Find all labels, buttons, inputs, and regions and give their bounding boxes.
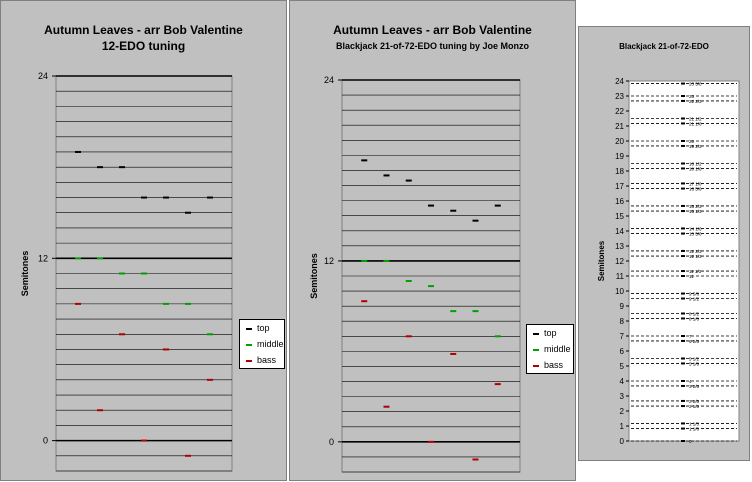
y-tick-label: 7: [619, 332, 624, 341]
pitch-label: 4: [689, 379, 692, 384]
pitch-label: 15 1/3: [689, 209, 702, 215]
legend-label: bass: [544, 360, 564, 370]
chart-legend: [526, 324, 574, 374]
pitch-label: 22 2/3: [689, 98, 702, 104]
y-tick-label: 5: [619, 362, 624, 371]
pitch-label: 11 1/3: [689, 269, 702, 275]
y-tick-label: 0: [619, 437, 624, 446]
y-tick-label: 12: [323, 255, 334, 266]
y-tick-label: 14: [615, 227, 624, 236]
y-tick-label: 20: [615, 137, 624, 146]
pitch-label: 12 2/3: [689, 248, 702, 254]
y-tick-label: 19: [615, 152, 624, 161]
legend-label: top: [257, 323, 270, 333]
pitch-label: 8 1/2: [689, 311, 700, 317]
pitch-label: 12 1/3: [689, 254, 702, 260]
pitch-label: 18 1/6: [689, 166, 702, 172]
legend-swatch-middle: [246, 344, 252, 346]
y-tick-label: 0: [328, 436, 334, 447]
y-tick-label: 1: [619, 422, 624, 431]
y-tick-label: 24: [323, 75, 334, 85]
pitch-label: 16 5/6: [689, 186, 702, 192]
pitch-label: 21 1/2: [689, 116, 702, 122]
y-tick-label: 12: [615, 257, 624, 266]
chart-subtitle: 12-EDO tuning: [101, 39, 186, 53]
legend-entry-middle: [246, 339, 284, 350]
pitch-label: 6 2/3: [689, 338, 700, 344]
pitch-label: 19 2/3: [689, 143, 702, 149]
y-tick-label: 22: [615, 107, 624, 116]
y-tick-label: 11: [615, 272, 624, 281]
y-tick-label: 0: [42, 435, 48, 446]
y-tick-label: 8: [619, 317, 624, 326]
y-axis-label: Semitones: [309, 253, 319, 299]
pitch-label: 5 1/2: [689, 356, 700, 362]
legend-label: middle: [257, 339, 284, 349]
chart-plot-scale: [579, 27, 751, 462]
y-tick-label: 18: [615, 167, 624, 176]
pitch-label: 15 2/3: [689, 203, 702, 209]
y-tick-label: 6: [619, 347, 624, 356]
legend-entry-top: [533, 328, 557, 339]
chart-panel-12edo: [0, 0, 287, 481]
legend-label: top: [544, 328, 557, 338]
pitch-label: 5 1/6: [689, 361, 700, 367]
chart-plot-blackjack: [290, 1, 577, 482]
legend-swatch-middle: [533, 349, 539, 351]
y-tick-label: 3: [619, 392, 624, 401]
pitch-label: 17 1/6: [689, 181, 702, 187]
y-tick-label: 21: [615, 122, 624, 131]
y-tick-label: 9: [619, 302, 624, 311]
y-tick-label: 13: [615, 242, 624, 251]
pitch-label: 13 5/6: [689, 231, 702, 237]
pitch-label: 9 1/2: [689, 296, 700, 302]
pitch-label: 8 1/6: [689, 316, 700, 322]
pitch-label: 1 1/3: [689, 421, 700, 427]
y-tick-label: 2: [619, 407, 624, 416]
legend-swatch-top: [246, 328, 252, 330]
chart-title: Autumn Leaves - arr Bob Valentine: [333, 23, 532, 37]
y-tick-label: 23: [615, 92, 624, 101]
y-tick-label: 17: [615, 182, 624, 191]
chart-panel-scale: [578, 26, 750, 461]
legend-entry-top: [246, 323, 270, 334]
chart-plot-12edo: [1, 1, 288, 482]
pitch-label: 1 1/6: [689, 426, 700, 432]
y-tick-label: 24: [37, 71, 48, 81]
pitch-label: 21 1/6: [689, 121, 702, 127]
y-tick-label: 12: [37, 253, 48, 264]
legend-label: bass: [257, 355, 277, 365]
pitch-label: 2 1/3: [689, 404, 700, 410]
chart-legend: [239, 319, 285, 369]
pitch-label: 2 2/3: [689, 398, 700, 404]
pitch-label: 7: [689, 334, 692, 339]
plot-area: [629, 81, 739, 441]
legend-entry-bass: [246, 355, 276, 366]
y-tick-label: 15: [615, 212, 624, 221]
legend-swatch-bass: [246, 360, 252, 362]
y-axis-label: Semitones: [597, 240, 606, 282]
legend-label: middle: [544, 344, 571, 354]
y-tick-label: 4: [619, 377, 624, 386]
pitch-label: 0: [689, 439, 692, 444]
legend-swatch-bass: [533, 365, 539, 367]
pitch-label: 23: [689, 94, 695, 99]
chart-title: Blackjack 21-of-72-EDO: [619, 42, 709, 51]
y-axis-label: Semitones: [20, 250, 30, 297]
pitch-label: 9 5/6: [689, 291, 700, 297]
legend-swatch-top: [533, 333, 539, 335]
pitch-label: 3 2/3: [689, 383, 700, 389]
chart-subtitle: Blackjack 21-of-72-EDO tuning by Joe Monzo: [335, 41, 530, 51]
y-tick-label: 10: [615, 287, 624, 296]
chart-panel-blackjack: [289, 0, 576, 481]
chart-title: Autumn Leaves - arr Bob Valentine: [44, 23, 243, 37]
pitch-label: 14 1/6: [689, 226, 702, 232]
pitch-label: 20: [689, 139, 695, 144]
y-tick-label: 24: [615, 77, 624, 86]
pitch-label: 11: [689, 274, 694, 279]
legend-entry-middle: [533, 344, 571, 355]
pitch-label: 18 1/2: [689, 161, 702, 167]
y-tick-label: 16: [615, 197, 624, 206]
legend-entry-bass: [533, 360, 563, 371]
pitch-label: 23 5/6: [689, 81, 702, 87]
